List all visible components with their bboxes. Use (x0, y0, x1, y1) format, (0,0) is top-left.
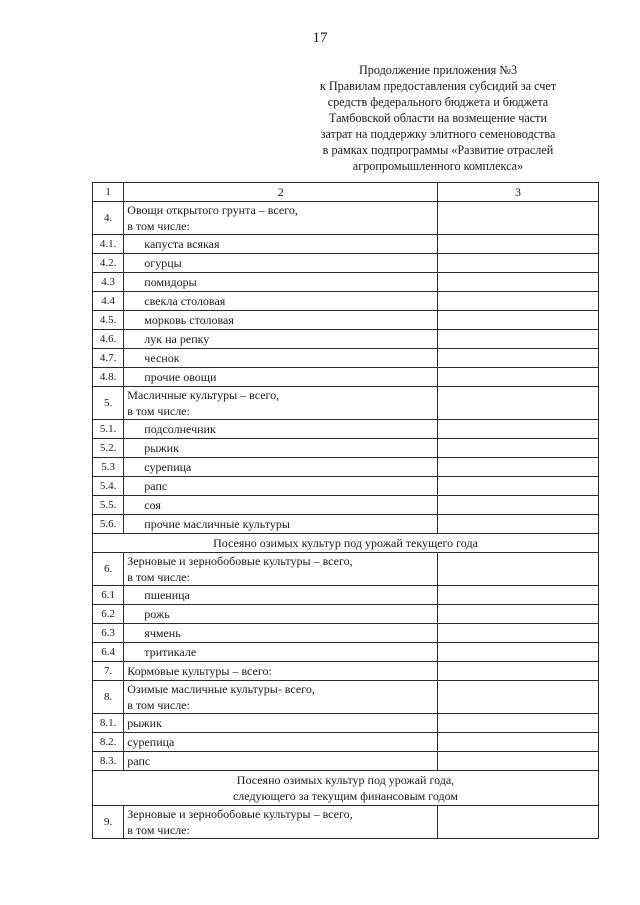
crop-label: подсолнечник (124, 420, 438, 439)
row-number: 5.2. (93, 439, 124, 458)
crop-label (124, 681, 438, 714)
page-number: 17 (312, 30, 328, 46)
value-cell (438, 586, 599, 605)
crop-label: сурепица (124, 458, 438, 477)
crop-label: рыжик (124, 439, 438, 458)
table-row (93, 349, 599, 368)
value-cell (438, 733, 599, 752)
crop-label-line: в том числе: (127, 823, 190, 837)
column-header: 1 (93, 183, 124, 202)
value-cell (438, 714, 599, 733)
crop-label: рожь (124, 605, 438, 624)
value-cell (438, 311, 599, 330)
row-number: 9. (93, 806, 124, 839)
table-row (93, 477, 599, 496)
appendix-header (318, 62, 558, 174)
value-cell (438, 477, 599, 496)
table-row (93, 273, 599, 292)
table-header-row (93, 183, 599, 202)
value-cell (438, 292, 599, 311)
crop-label: лук на репку (124, 330, 438, 349)
table-row (93, 681, 599, 714)
column-header: 2 (124, 183, 438, 202)
table-row (93, 387, 599, 420)
crop-label: морковь столовая (124, 311, 438, 330)
row-number: 5.3 (93, 458, 124, 477)
crop-label-line: Зерновые и зернобобовые культуры – всего, (127, 554, 353, 568)
table-row (93, 515, 599, 534)
value-cell (438, 458, 599, 477)
row-number: 5. (93, 387, 124, 420)
crop-label: прочие овощи (124, 368, 438, 387)
crop-label: тритикале (124, 643, 438, 662)
row-number: 6.3 (93, 624, 124, 643)
table-row (93, 368, 599, 387)
row-number: 6.2 (93, 605, 124, 624)
row-number: 8.2. (93, 733, 124, 752)
header-line: к Правилам предоставления субсидий за счет (319, 79, 557, 93)
value-cell (438, 752, 599, 771)
row-number: 5.5. (93, 496, 124, 515)
crop-label-line: в том числе: (127, 404, 190, 418)
crop-label-line: Озимые масличные культуры- всего, (127, 682, 315, 696)
table-row (93, 202, 599, 235)
row-number: 4.3 (93, 273, 124, 292)
crops-table (92, 182, 599, 839)
header-line: затрат на поддержку элитного семеноводства (320, 127, 556, 141)
row-number: 4.2. (93, 254, 124, 273)
crop-label: соя (124, 496, 438, 515)
crop-label (124, 202, 438, 235)
table-row (93, 311, 599, 330)
row-number: 7. (93, 662, 124, 681)
value-cell (438, 806, 599, 839)
table-row (93, 439, 599, 458)
header-line: агропромышленного комплекса» (352, 159, 524, 173)
crop-label: помидоры (124, 273, 438, 292)
row-number: 4.1. (93, 235, 124, 254)
value-cell (438, 254, 599, 273)
crop-label-line: в том числе: (127, 698, 190, 712)
table-row (93, 458, 599, 477)
crop-label: сурепица (124, 733, 438, 752)
table-row (93, 662, 599, 681)
table-row (93, 733, 599, 752)
section-title (93, 771, 599, 806)
value-cell (438, 515, 599, 534)
crop-label: ячмень (124, 624, 438, 643)
crop-label-line: Зерновые и зернобобовые культуры – всего, (127, 807, 353, 821)
table-row (93, 624, 599, 643)
row-number: 5.4. (93, 477, 124, 496)
row-number: 4.5. (93, 311, 124, 330)
crop-label-line: Овощи открытого грунта – всего, (127, 203, 298, 217)
crop-label (124, 806, 438, 839)
crop-label: огурцы (124, 254, 438, 273)
value-cell (438, 387, 599, 420)
header-line: Тамбовской области на возмещение части (329, 111, 547, 125)
section-title-line: Посеяно озимых культур под урожай текущего года (213, 535, 478, 550)
value-cell (438, 624, 599, 643)
crop-label: чеснок (124, 349, 438, 368)
crop-label: рыжик (124, 714, 438, 733)
section-title-line: следующего за текущим финансовым годом (232, 789, 459, 803)
value-cell (438, 420, 599, 439)
table-row (93, 605, 599, 624)
crop-label: свекла столовая (124, 292, 438, 311)
table-row (93, 714, 599, 733)
crop-label: пшеница (124, 586, 438, 605)
section-row (93, 771, 599, 806)
crop-label-line: Масличные культуры – всего, (127, 388, 280, 402)
table-row (93, 254, 599, 273)
crop-label: Кормовые культуры – всего: (124, 662, 438, 681)
crop-label: рапс (124, 477, 438, 496)
row-number: 4. (93, 202, 124, 235)
column-header: 3 (438, 183, 599, 202)
value-cell (438, 368, 599, 387)
crop-label (124, 387, 438, 420)
section-title-line: Посеяно озимых культур под урожай года, (236, 773, 455, 787)
table-row (93, 643, 599, 662)
value-cell (438, 439, 599, 458)
value-cell (438, 681, 599, 714)
row-number: 6.1 (93, 586, 124, 605)
crop-label: капуста всякая (124, 235, 438, 254)
section-row (93, 534, 599, 553)
crop-label (124, 553, 438, 586)
table-row (93, 235, 599, 254)
value-cell (438, 235, 599, 254)
row-number: 6. (93, 553, 124, 586)
value-cell (438, 662, 599, 681)
table-row (93, 752, 599, 771)
value-cell (438, 496, 599, 515)
row-number: 5.1. (93, 420, 124, 439)
row-number: 4.7. (93, 349, 124, 368)
table-row (93, 806, 599, 839)
row-number: 6.4 (93, 643, 124, 662)
table-row (93, 330, 599, 349)
row-number: 4.6. (93, 330, 124, 349)
value-cell (438, 202, 599, 235)
value-cell (438, 349, 599, 368)
row-number: 4.4 (93, 292, 124, 311)
header-line: Продолжение приложения №3 (358, 63, 518, 77)
crop-label-line: в том числе: (127, 219, 190, 233)
row-number: 5.6. (93, 515, 124, 534)
value-cell (438, 273, 599, 292)
row-number: 8. (93, 681, 124, 714)
value-cell (438, 643, 599, 662)
row-number: 8.1. (93, 714, 124, 733)
row-number: 8.3. (93, 752, 124, 771)
table-row (93, 496, 599, 515)
crop-label: рапс (124, 752, 438, 771)
header-line: в рамках подпрограммы «Развитие отраслей (322, 143, 554, 157)
row-number: 4.8. (93, 368, 124, 387)
table-row (93, 420, 599, 439)
crop-label: прочие масличные культуры (124, 515, 438, 534)
value-cell (438, 553, 599, 586)
crop-label-line: в том числе: (127, 570, 190, 584)
table-row (93, 553, 599, 586)
table-row (93, 586, 599, 605)
table-row (93, 292, 599, 311)
section-title (93, 534, 599, 553)
header-line: средств федерального бюджета и бюджета (327, 95, 549, 109)
value-cell (438, 330, 599, 349)
value-cell (438, 605, 599, 624)
